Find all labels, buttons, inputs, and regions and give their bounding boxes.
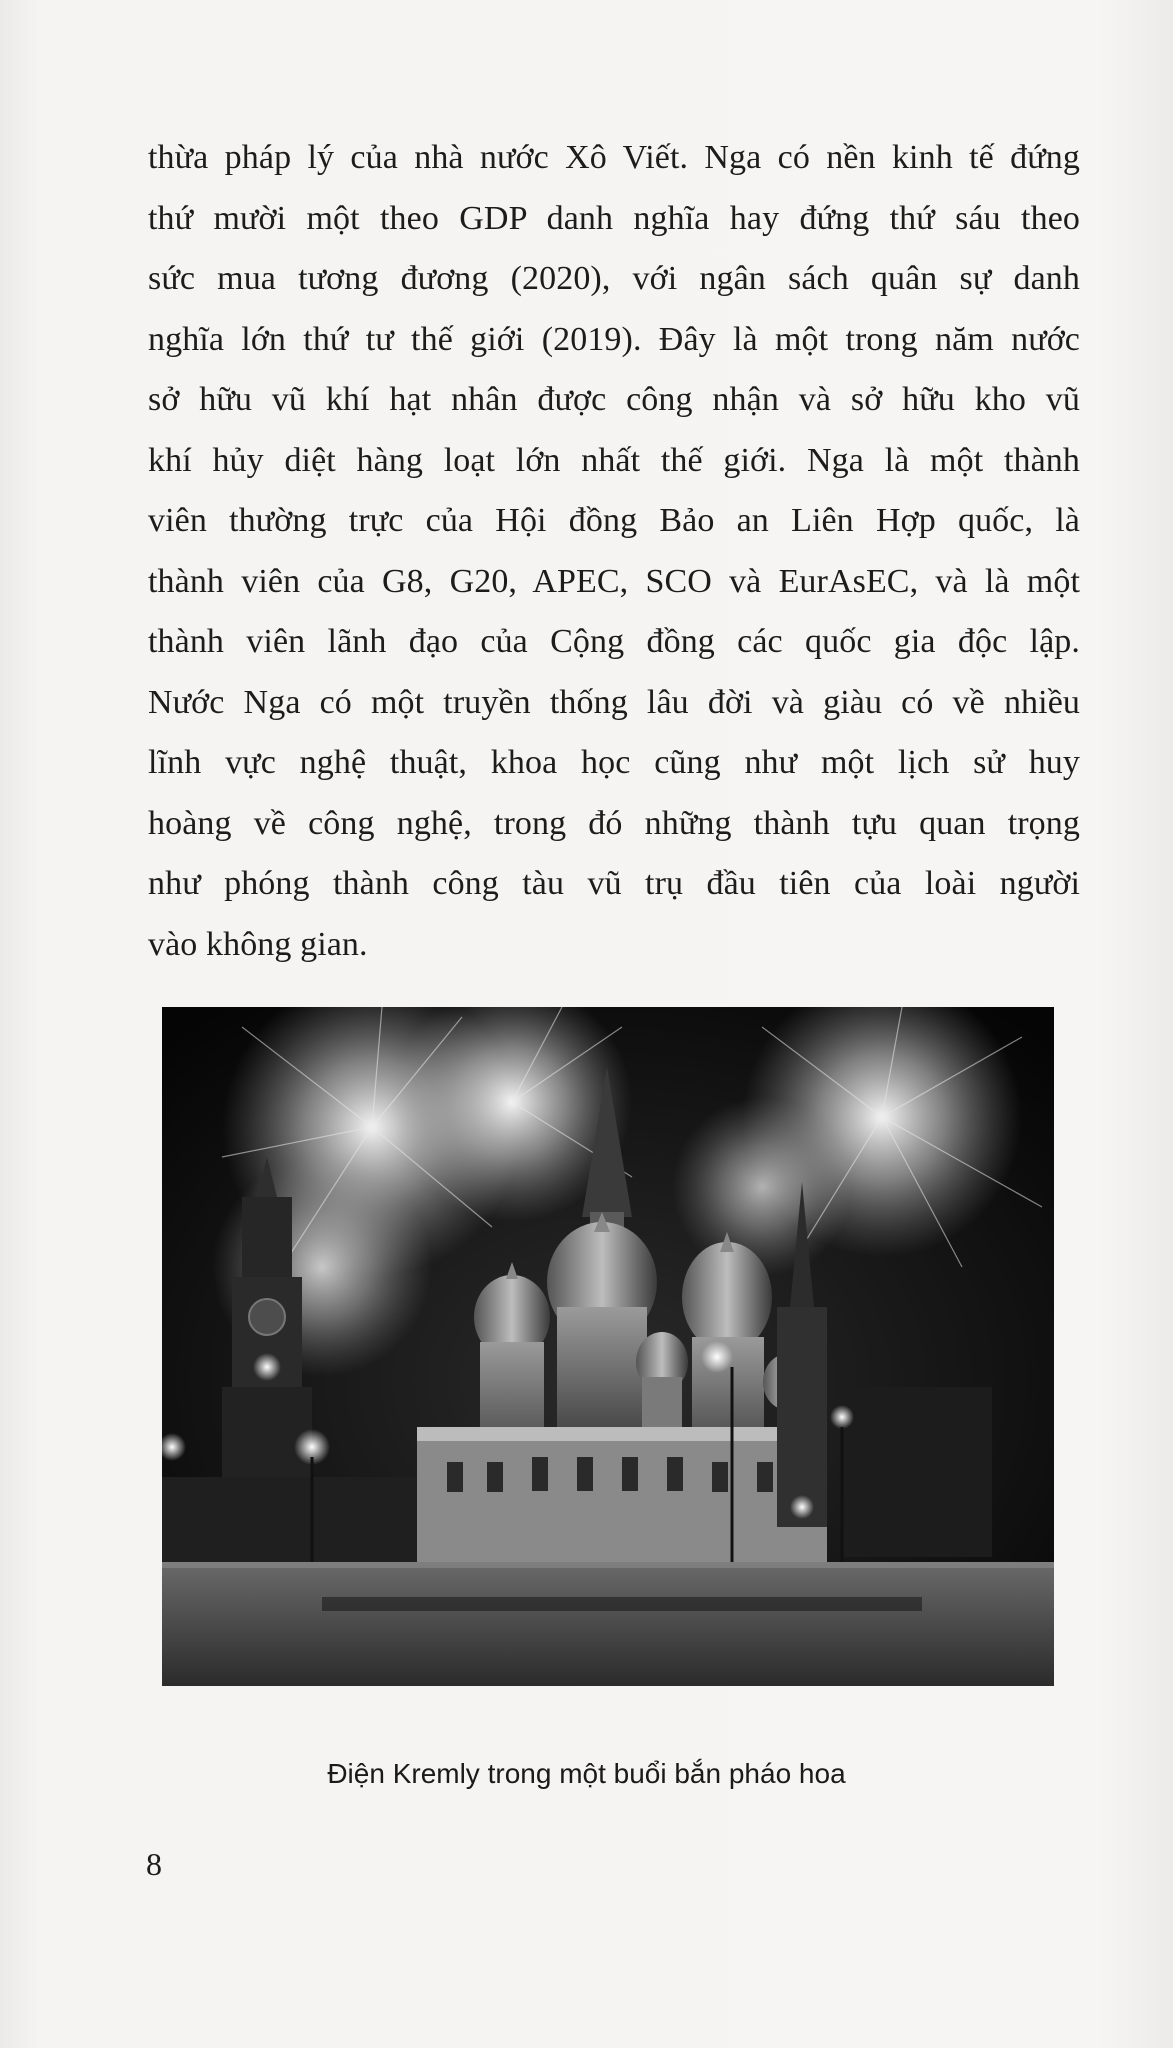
text-line: vào không gian. xyxy=(148,925,368,963)
text-line: Nước Nga có một truyền thống lâu đời và giàu có về nhiều xyxy=(148,683,1080,721)
text-line: lĩnh vực nghệ thuật, khoa học cũng như một lịch sử huy xyxy=(148,744,1080,781)
text-line: viên thường trực của Hội đồng Bảo an Liên Hợp quốc, là xyxy=(148,502,1080,539)
text-line: sức mua tương đương (2020), với ngân sách quân sự danh xyxy=(148,260,1080,297)
page-number: 8 xyxy=(146,1846,162,1882)
photo-illustration xyxy=(162,1007,1054,1686)
text-line: thành viên lãnh đạo của Cộng đồng các quốc gia độc lập. xyxy=(148,623,1080,660)
text-line: thứ mười một theo GDP danh nghĩa hay đứng thứ sáu theo xyxy=(148,199,1080,237)
text-line: sở hữu vũ khí hạt nhân được công nhận và sở hữu kho vũ xyxy=(148,381,1080,418)
text-line: thành viên của G8, G20, APEC, SCO và EurAsEC, và là một xyxy=(148,562,1080,600)
kremlin-fireworks-photo xyxy=(162,1007,1054,1686)
text-line: nghĩa lớn thứ tư thế giới (2019). Đây là một trong năm nước xyxy=(148,320,1080,358)
text-line: như phóng thành công tàu vũ trụ đầu tiên của loài người xyxy=(148,865,1080,902)
figure-caption: Điện Kremly trong một buổi bắn pháo hoa xyxy=(327,1758,846,1789)
text-line: khí hủy diệt hàng loạt lớn nhất thế giới. Nga là một thành xyxy=(148,441,1080,479)
text-line: thừa pháp lý của nhà nước Xô Viết. Nga có nền kinh tế đứng xyxy=(148,139,1080,176)
text-line: hoàng về công nghệ, trong đó những thành tựu quan trọng xyxy=(148,804,1080,842)
body-paragraph xyxy=(148,128,1080,975)
red-square-ground xyxy=(162,1562,1054,1686)
